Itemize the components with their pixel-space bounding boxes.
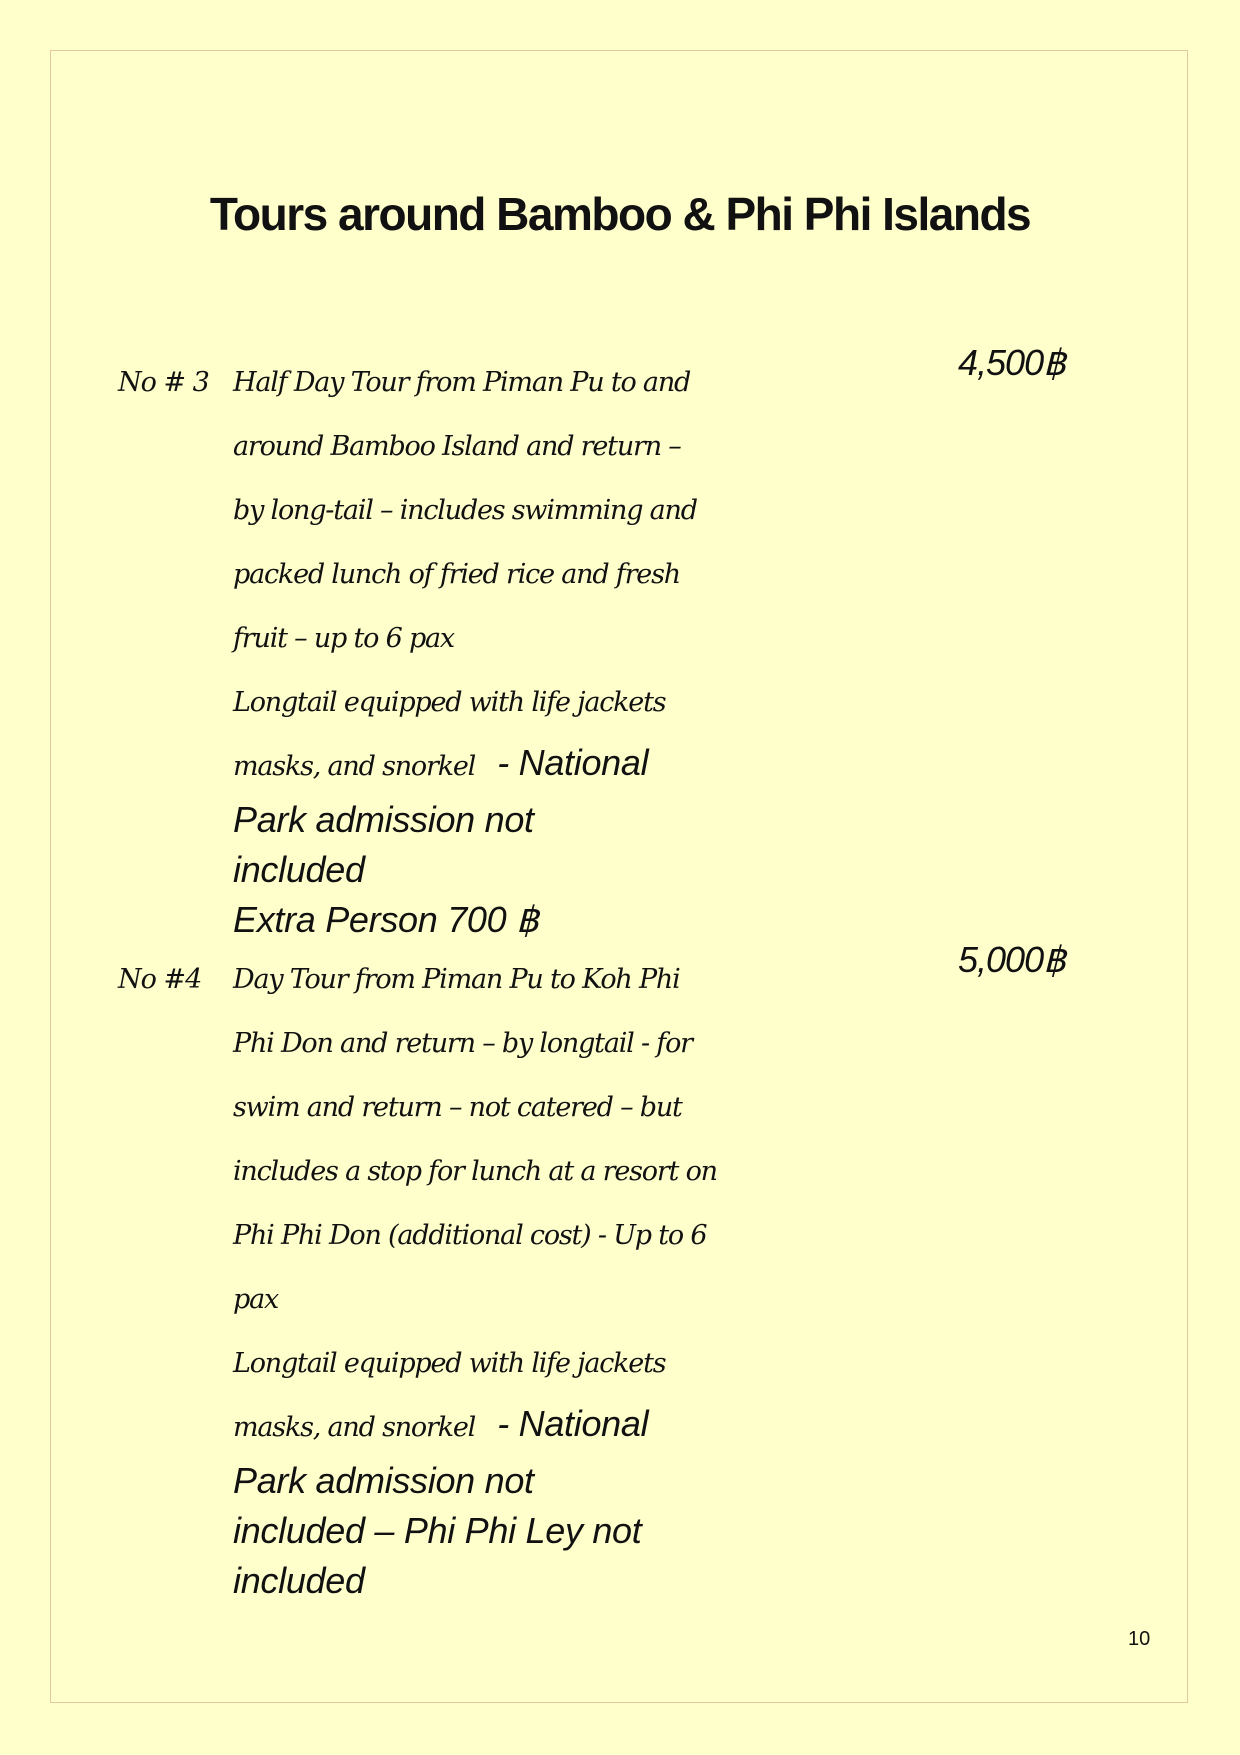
page-number: 10 xyxy=(1128,1628,1151,1650)
description-line: includes a stop for lunch at a resort on xyxy=(233,1156,717,1187)
description-line: Phi Phi Don (additional cost) - Up to 6 xyxy=(233,1220,707,1251)
description-line: packed lunch of fried rice and fresh xyxy=(233,559,680,590)
description-line-text: masks, and snorkel xyxy=(233,751,476,782)
note-line: included xyxy=(233,849,365,890)
description-line: Longtail equipped with life jackets xyxy=(233,1348,666,1379)
description-line xyxy=(233,1396,703,1460)
description-line: fruit – up to 6 pax xyxy=(233,623,454,654)
description-line: swim and return – not catered – but xyxy=(233,1092,682,1123)
note-line: included – Phi Phi Ley not xyxy=(233,1510,642,1551)
description-line xyxy=(233,735,703,799)
tour-number: No #4 xyxy=(118,964,202,995)
tour-description xyxy=(233,351,703,945)
description-line: pax xyxy=(233,1284,279,1315)
description-line: around Bamboo Island and return – xyxy=(233,431,681,462)
note-line: Park admission not xyxy=(233,799,534,840)
description-line-text: masks, and snorkel xyxy=(233,1412,476,1443)
page-title: Tours around Bamboo & Phi Phi Islands xyxy=(209,188,1031,240)
note-line: Park admission not xyxy=(233,1460,534,1501)
description-line: Half Day Tour from Piman Pu to and xyxy=(233,367,691,398)
tour-description xyxy=(233,948,717,1606)
description-line: Longtail equipped with life jackets xyxy=(233,687,666,718)
national-park-note: - National xyxy=(497,1403,649,1444)
description-line: Day Tour from Piman Pu to Koh Phi xyxy=(233,964,680,995)
description-line: Phi Don and return – by longtail - for xyxy=(233,1028,692,1059)
note-line: included xyxy=(233,1560,365,1601)
tour-price: 5,000฿ xyxy=(958,939,1065,980)
tour-number: No # 3 xyxy=(118,367,209,398)
extra-person-price: Extra Person 700 ฿ xyxy=(233,899,539,940)
description-line: by long-tail – includes swimming and xyxy=(233,495,697,526)
national-park-note: - National xyxy=(497,742,649,783)
tour-price: 4,500฿ xyxy=(958,342,1065,383)
